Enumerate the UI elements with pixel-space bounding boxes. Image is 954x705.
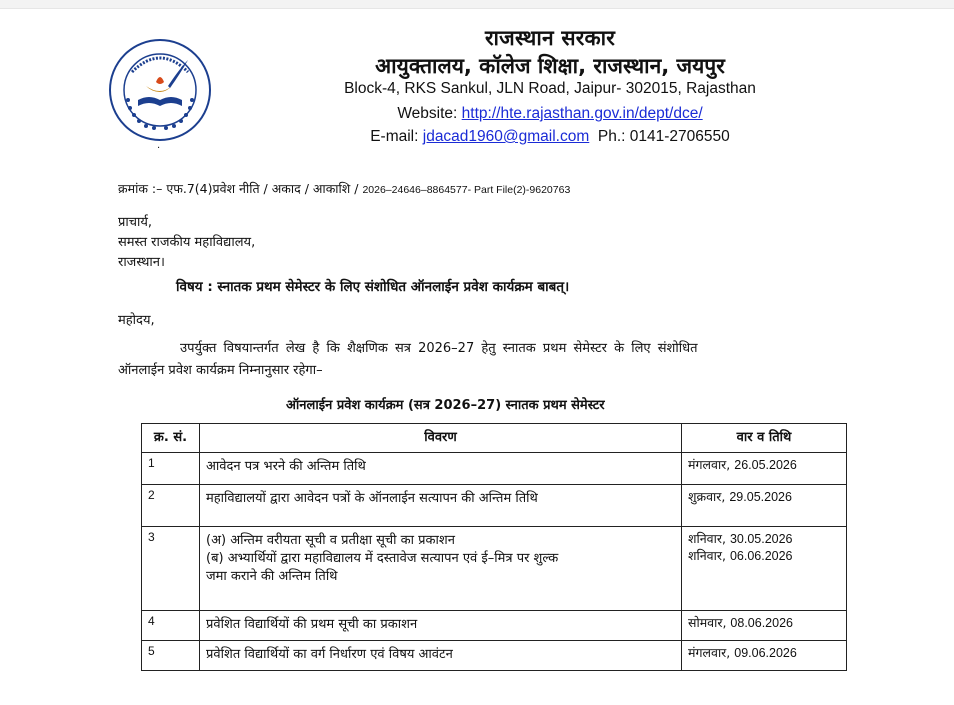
day-text: मंगलवार, <box>688 645 731 660</box>
top-edge <box>0 0 954 9</box>
row-sno: 4 <box>142 611 200 641</box>
addressee-line-1: प्राचार्य, <box>118 215 153 230</box>
stray-dot: . <box>157 140 161 151</box>
addressee-line-3: राजस्थान। <box>118 255 165 270</box>
description-text: महाविद्यालयों द्वारा आवेदन पत्रों के ऑनलाईन सत्यापन की अन्तिम तिथि <box>206 491 538 506</box>
row-date <box>682 453 847 485</box>
date-text: 26.05.2026 <box>734 458 797 472</box>
row-sno: 2 <box>142 485 200 527</box>
description-text: (अ) अन्तिम वरीयता सूची व प्रतीक्षा सूची का प्रकाशन <box>206 533 455 548</box>
date-entry <box>688 547 840 564</box>
table-row <box>142 485 847 527</box>
day-text: सोमवार, <box>688 615 727 630</box>
day-text: शनिवार, <box>688 531 726 546</box>
row-description <box>200 641 682 671</box>
contact-line <box>320 128 780 146</box>
addressee-line-2: समस्त राजकीय महाविद्यालय, <box>118 235 256 250</box>
description-text: प्रवेशित विद्यार्थियों की प्रथम सूची का प्रकाशन <box>206 617 418 632</box>
email-label: E-mail: <box>370 128 419 145</box>
table-row <box>142 641 847 671</box>
row-description <box>200 527 682 611</box>
schedule-table <box>141 423 847 671</box>
row-date <box>682 641 847 671</box>
body-line-1: उपर्युक्त विषयान्तर्गत लेख है कि शैक्षणिक सत्र 2026–27 हेतु स्नातक प्रथम सेमेस्टर के लिए संशोधित <box>180 341 698 356</box>
date-text: 09.06.2026 <box>734 646 797 660</box>
row-sno: 3 <box>142 527 200 611</box>
office-address: Block-4, RKS Sankul, JLN Road, Jaipur- 302015, Rajasthan <box>344 80 756 97</box>
phone-text: Ph.: 0141-2706550 <box>597 128 730 145</box>
description-text: प्रवेशित विद्यार्थियों का वर्ग निर्धारण एवं विषय आवंटन <box>206 647 453 662</box>
date-text: 29.05.2026 <box>729 490 792 504</box>
date-entry <box>688 530 840 547</box>
office-title: आयुक्तालय, कॉलेज शिक्षा, राजस्थान, जयपुर <box>375 54 725 78</box>
table-row <box>142 527 847 611</box>
subject-line: विषय : स्नातक प्रथम सेमेस्टर के लिए संशोधित ऑनलाईन प्रवेश कार्यक्रम बाबत्। <box>176 279 570 295</box>
day-text: मंगलवार, <box>688 457 731 472</box>
date-text: 30.05.2026 <box>729 532 793 546</box>
row-date <box>682 527 847 611</box>
table-header-row <box>142 424 847 453</box>
table-row <box>142 453 847 485</box>
date-text: 08.06.2026 <box>730 616 793 630</box>
department-logo <box>108 38 212 142</box>
row-description <box>200 485 682 527</box>
salutation: महोदय, <box>118 313 155 328</box>
body-line-2: ऑनलाईन प्रवेश कार्यक्रम निम्नानुसार रहेगा– <box>118 363 323 378</box>
row-sno: 1 <box>142 453 200 485</box>
website-link[interactable]: http://hte.rajasthan.gov.in/dept/dce/ <box>461 105 703 122</box>
day-text: शनिवार, <box>688 548 726 563</box>
email-link[interactable]: jdacad1960@gmail.com <box>422 128 590 145</box>
reference-number <box>118 180 570 197</box>
day-text: शुक्रवार, <box>688 489 726 504</box>
row-description <box>200 611 682 641</box>
header-description: विवरण <box>200 424 682 453</box>
govt-title: राजस्थान सरकार <box>484 26 616 50</box>
row-date <box>682 611 847 641</box>
header-date: वार व तिथि <box>682 424 847 453</box>
website-line <box>320 105 780 123</box>
header-sno: क्र. सं. <box>142 424 200 453</box>
reference-prefix: क्रमांक :– एफ.7(4)प्रवेश नीति / अकाद / आकाशि / <box>118 181 359 196</box>
reference-code: 2026–24646–8864577- Part File(2)-9620763 <box>362 184 571 196</box>
date-text: 06.06.2026 <box>729 549 793 563</box>
table-title: ऑनलाईन प्रवेश कार्यक्रम (सत्र 2026–27) स्नातक प्रथम सेमेस्टर <box>286 398 605 413</box>
row-sno: 5 <box>142 641 200 671</box>
website-label: Website: <box>397 105 458 122</box>
description-text: आवेदन पत्र भरने की अन्तिम तिथि <box>206 459 366 474</box>
row-date <box>682 485 847 527</box>
row-description <box>200 453 682 485</box>
description-text: जमा कराने की अन्तिम तिथि <box>206 569 338 584</box>
table-row <box>142 611 847 641</box>
description-text: (ब) अभ्यार्थियों द्वारा महाविद्यालय में दस्तावेज सत्यापन एवं ई–मित्र पर शुल्क <box>206 551 559 566</box>
